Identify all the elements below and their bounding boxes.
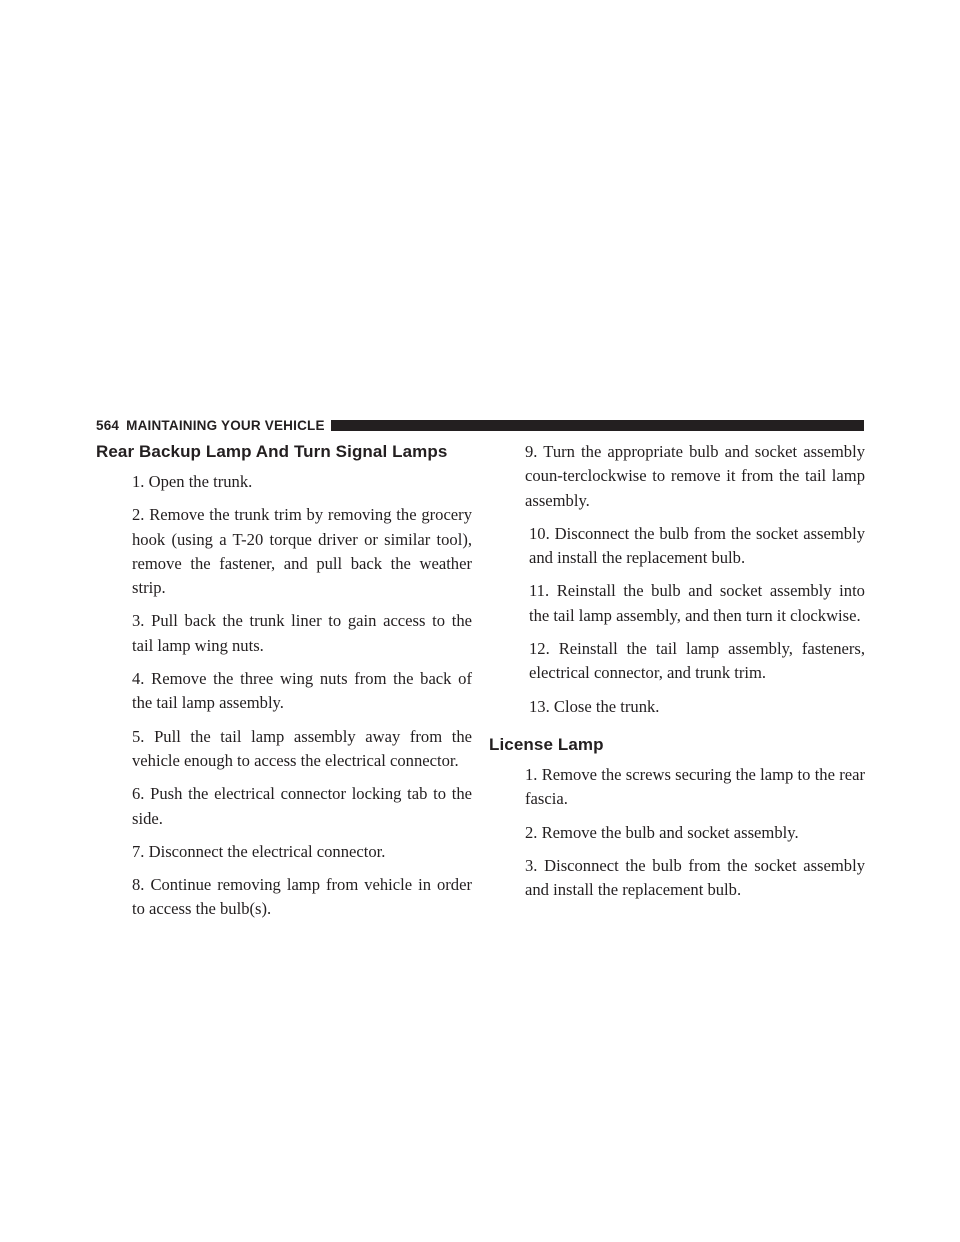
header-rule — [331, 420, 864, 431]
list-item: 3. Disconnect the bulb from the socket assembly and install the replacement bulb. — [525, 855, 865, 900]
right-column — [489, 440, 865, 911]
rear-lamp-steps-continued — [489, 440, 865, 719]
list-item: 10. Disconnect the bulb from the socket assembly and install the replacement bulb. — [529, 523, 865, 568]
list-item: 7. Disconnect the electrical connector. — [132, 841, 386, 861]
list-item: 3. Pull back the trunk liner to gain access to the tail lamp wing nuts. — [132, 611, 472, 655]
section-title: MAINTAINING YOUR VEHICLE — [126, 418, 325, 433]
list-item: 12. Reinstall the tail lamp assembly, fasteners, electrical connector, and trunk trim. — [529, 639, 865, 683]
section-heading-rear-lamps: Rear Backup Lamp And Turn Signal Lamps — [96, 442, 448, 461]
page-header — [96, 417, 864, 434]
list-item: 5. Pull the tail lamp assembly away from the vehicle enough to access the electrical connector. — [132, 726, 472, 770]
page-number: 564 — [96, 418, 120, 433]
list-item: 13. Close the trunk. — [529, 696, 660, 716]
list-item: 1. Remove the screws securing the lamp to the rear fascia. — [525, 764, 865, 809]
list-item: 2. Remove the trunk trim by removing the grocery hook (using a T-20 torque driver or similar tool), remove the fastener, and pull back the weather strip. — [132, 505, 472, 598]
section-heading-license-lamp: License Lamp — [489, 734, 604, 754]
list-item: 11. Reinstall the bulb and socket assembly into the tail lamp assembly, and then turn it clockwise. — [529, 581, 865, 625]
list-item: 4. Remove the three wing nuts from the back of the tail lamp assembly. — [132, 669, 472, 713]
list-item: 6. Push the electrical connector locking tab to the side. — [132, 784, 472, 828]
list-item: 8. Continue removing lamp from vehicle in order to access the bulb(s). — [132, 875, 472, 919]
list-item: 9. Turn the appropriate bulb and socket assembly coun-terclockwise to remove it from the tail lamp assembly. — [525, 442, 865, 510]
rear-lamp-steps — [96, 470, 472, 922]
left-column — [96, 440, 472, 931]
list-item: 1. Open the trunk. — [132, 472, 253, 491]
list-item: 2. Remove the bulb and socket assembly. — [525, 822, 799, 842]
license-lamp-steps — [489, 763, 865, 902]
